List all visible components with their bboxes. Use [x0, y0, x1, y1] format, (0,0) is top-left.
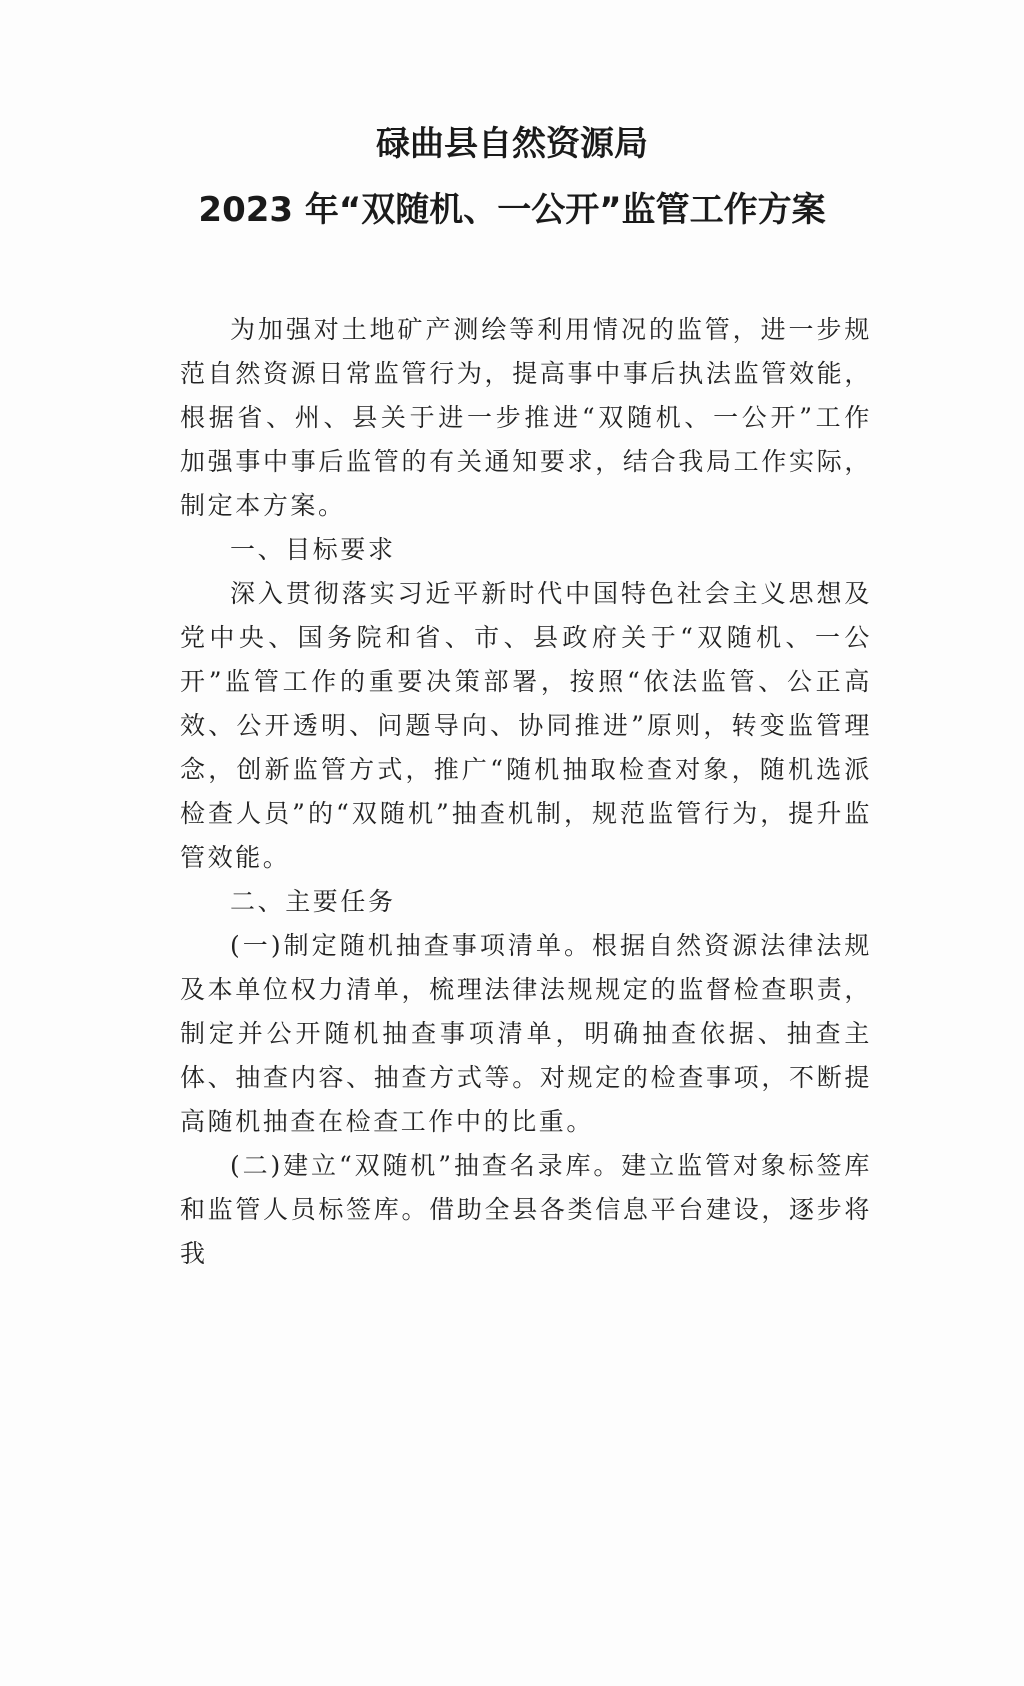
intro-paragraph: 为加强对土地矿产测绘等利用情况的监管，进一步规范自然资源日常监管行为，提高事中事后执法监管效能，根据省、州、县关于进一步推进“双随机、一公开”工作加强事中事后监管的有关通知要求，结合我局工作实际，制定本方案。	[180, 315, 872, 520]
section-heading-tasks: 二、主要任务	[230, 887, 396, 916]
task-1-paragraph: (一)制定随机抽查事项清单。根据自然资源法律法规及本单位权力清单，梳理法律法规规定的监督检查职责，制定并公开随机抽查事项清单，明确抽查依据、抽查主体、抽查内容、抽查方式等。对规定的检查事项，不断提高随机抽查在检查工作中的比重。	[180, 931, 872, 1136]
document-body	[180, 308, 872, 1276]
section-heading-goals: 一、目标要求	[230, 535, 396, 564]
document-title-plan: 2023 年“双随机、一公开”监管工作方案	[198, 190, 826, 230]
task-2-paragraph: (二)建立“双随机”抽查名录库。建立监管对象标签库和监管人员标签库。借助全县各类信息平台建设，逐步将我	[180, 1151, 872, 1268]
document-title-org: 碌曲县自然资源局	[376, 124, 648, 164]
goals-paragraph: 深入贯彻落实习近平新时代中国特色社会主义思想及党中央、国务院和省、市、县政府关于“双随机、一公开”监管工作的重要决策部署，按照“依法监管、公正高效、公开透明、问题导向、协同推进”原则，转变监管理念，创新监管方式，推广“随机抽取检查对象，随机选派检查人员”的“双随机”抽查机制，规范监管行为，提升监管效能。	[180, 579, 872, 872]
